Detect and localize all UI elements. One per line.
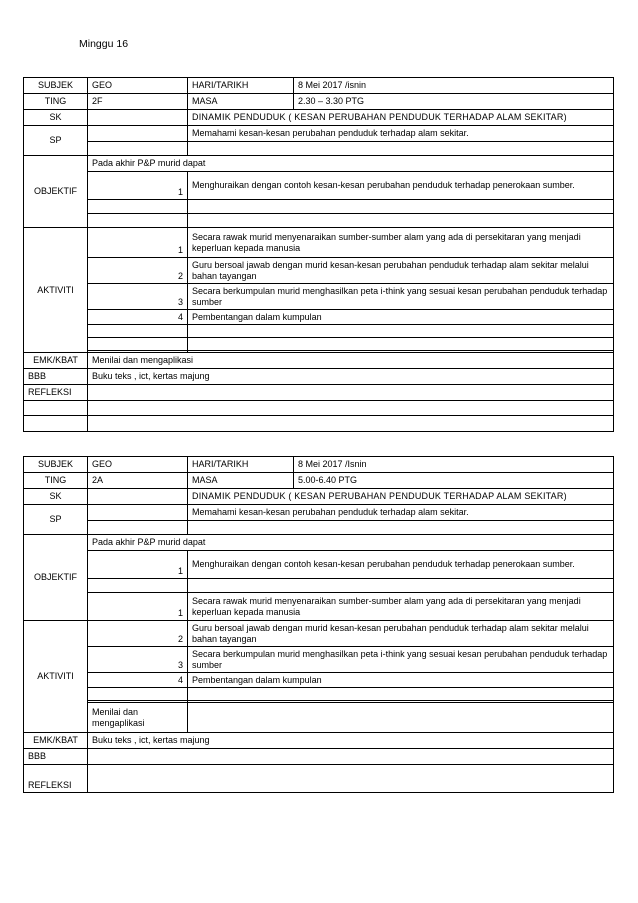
label-sk: SK — [24, 489, 88, 505]
label-bbb: BBB — [24, 749, 88, 765]
objektif-num: 1 — [88, 172, 188, 200]
objektif-1: Menghuraikan dengan contoh kesan-kesan perubahan penduduk terhadap penerokaan sumber. — [188, 551, 614, 579]
aktiviti-item: Secara berkumpulan murid menghasilkan peta i-think yang sesuai kesan perubahan penduduk terhadap sumber — [188, 647, 614, 673]
subjek-value: GEO — [88, 78, 188, 94]
label-sk: SK — [24, 110, 88, 126]
week-heading: Minggu 16 — [79, 38, 129, 50]
masa-value: 5.00-6.40 PTG — [294, 473, 614, 489]
aktiviti-num: 3 — [88, 647, 188, 673]
aktiviti-num: 2 — [88, 258, 188, 284]
aktiviti-item: Secara rawak murid menyenaraikan sumber-sumber alam yang ada di persekitaran yang menjadi keperluan kepada manusia — [188, 593, 614, 621]
emk-value: Menilai dan mengaplikasi — [88, 353, 614, 369]
label-objektif: OBJEKTIF — [24, 535, 88, 621]
label-hari: HARI/TARIKH — [188, 78, 294, 94]
ting-value: 2A — [88, 473, 188, 489]
aktiviti-item: Pembentangan dalam kumpulan — [188, 673, 614, 688]
objektif-intro: Pada akhir P&P murid dapat — [88, 535, 614, 551]
label-subjek: SUBJEK — [24, 457, 88, 473]
subjek-value: GEO — [88, 457, 188, 473]
aktiviti-num: 4 — [88, 310, 188, 325]
aktiviti-item: Guru bersoal jawab dengan murid kesan-kesan perubahan penduduk terhadap alam sekitar melalui bahan tayangan — [188, 258, 614, 284]
aktiviti-item: Guru bersoal jawab dengan murid kesan-kesan perubahan penduduk terhadap alam sekitar melalui bahan tayangan — [188, 621, 614, 647]
aktiviti-num: 1 — [88, 228, 188, 258]
sp-text: Memahami kesan-kesan perubahan penduduk terhadap alam sekitar. — [188, 126, 614, 142]
label-refleksi: REFLEKSI — [24, 385, 88, 401]
hari-value: 8 Mei 2017 /Isnin — [294, 457, 614, 473]
emk-value: Buku teks , ict, kertas majung — [88, 733, 614, 749]
aktiviti-num: 3 — [88, 284, 188, 310]
sk-text: DINAMIK PENDUDUK ( KESAN PERUBAHAN PENDUDUK TERHADAP ALAM SEKITAR) — [188, 110, 614, 126]
label-sp: SP — [24, 505, 88, 535]
label-objektif: OBJEKTIF — [24, 156, 88, 228]
label-emk: EMK/KBAT — [24, 353, 88, 369]
ting-value: 2F — [88, 94, 188, 110]
lesson-plan-table-2 — [23, 456, 614, 793]
objektif-intro: Pada akhir P&P murid dapat — [88, 156, 614, 172]
label-ting: TING — [24, 473, 88, 489]
label-sp: SP — [24, 126, 88, 156]
hari-value: 8 Mei 2017 /isnin — [294, 78, 614, 94]
objektif-num: 1 — [88, 551, 188, 579]
aktiviti-item: Secara berkumpulan murid menghasilkan peta i-think yang sesuai kesan perubahan penduduk terhadap sumber — [188, 284, 614, 310]
aktiviti-item: Pembentangan dalam kumpulan — [188, 310, 614, 325]
aktiviti-num: 1 — [88, 593, 188, 621]
label-aktiviti: AKTIVITI — [24, 621, 88, 733]
label-subjek: SUBJEK — [24, 78, 88, 94]
label-masa: MASA — [188, 94, 294, 110]
label-refleksi: REFLEKSI — [24, 765, 88, 793]
label-emk: EMK/KBAT — [24, 733, 88, 749]
label-bbb: BBB — [24, 369, 88, 385]
emk-extra-value: Menilai dan mengaplikasi — [88, 703, 188, 733]
aktiviti-item: Secara rawak murid menyenaraikan sumber-sumber alam yang ada di persekitaran yang menjadi keperluan kepada manusia — [188, 228, 614, 258]
label-hari: HARI/TARIKH — [188, 457, 294, 473]
objektif-1: Menghuraikan dengan contoh kesan-kesan perubahan penduduk terhadap penerokaan sumber. — [188, 172, 614, 200]
label-ting: TING — [24, 94, 88, 110]
sp-text: Memahami kesan-kesan perubahan penduduk terhadap alam sekitar. — [188, 505, 614, 521]
aktiviti-num: 4 — [88, 673, 188, 688]
label-masa: MASA — [188, 473, 294, 489]
lesson-plan-table-1 — [23, 77, 614, 432]
aktiviti-num: 2 — [88, 621, 188, 647]
masa-value: 2.30 – 3.30 PTG — [294, 94, 614, 110]
bbb-value: Buku teks , ict, kertas majung — [88, 369, 614, 385]
label-aktiviti: AKTIVITI — [24, 228, 88, 353]
sk-text: DINAMIK PENDUDUK ( KESAN PERUBAHAN PENDUDUK TERHADAP ALAM SEKITAR) — [188, 489, 614, 505]
